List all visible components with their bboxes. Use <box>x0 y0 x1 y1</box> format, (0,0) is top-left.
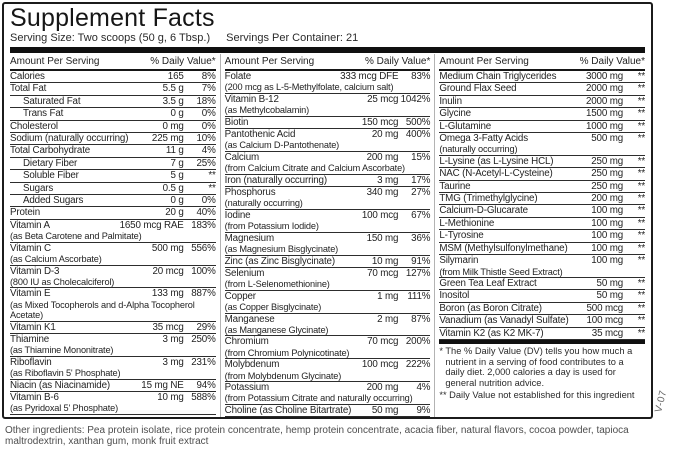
nutrient-name: MSM (Methylsulfonylmethane) <box>439 242 568 254</box>
nutrient-row <box>10 322 216 334</box>
nutrient-daily-value: ** <box>637 180 646 192</box>
nutrient-daily-value: ** <box>637 290 646 302</box>
nutrient-source: (800 IU as Cholecalciferol) <box>10 276 115 287</box>
nutrient-row <box>225 152 431 175</box>
nutrient-name: Vitamin D-3 <box>10 265 60 277</box>
nutrient-amount: 100 mcg <box>361 359 399 371</box>
nutrient-rows <box>439 71 645 340</box>
nutrient-daily-value: 87% <box>411 313 431 325</box>
nutrient-row <box>439 303 645 315</box>
nutrient-daily-value: ** <box>637 155 646 167</box>
nutrient-row <box>10 334 216 357</box>
supplement-facts-panel <box>2 2 653 419</box>
nutrient-row <box>10 380 216 392</box>
nutrient-amount: 7 g <box>170 157 184 169</box>
nutrient-daily-value: ** <box>637 133 646 145</box>
nutrient-row <box>10 158 216 170</box>
nutrient-name: Folate <box>224 71 252 82</box>
nutrient-daily-value: 231% <box>191 356 216 368</box>
nutrient-name: Sugars <box>23 182 54 194</box>
nutrient-daily-value: ** <box>637 83 646 95</box>
nutrient-amount: 25 mcg <box>367 93 399 105</box>
nutrient-name: TMG (Trimethylglycine) <box>439 193 538 205</box>
nutrient-name: Vitamin C <box>10 242 51 254</box>
nutrient-amount: 150 mg <box>366 232 399 244</box>
nutrient-row <box>10 170 216 182</box>
nutrient-daily-value: 36% <box>411 232 431 244</box>
nutrient-row <box>10 96 216 108</box>
nutrient-row <box>225 405 431 417</box>
footnote-divider-bar <box>439 340 645 344</box>
nutrient-row <box>10 357 216 380</box>
nutrient-row <box>225 336 431 359</box>
nutrient-amount: 250 mg <box>591 168 624 180</box>
nutrient-daily-value: 83% <box>411 71 431 82</box>
nutrient-source: (as Beta Carotene and Palmitate) <box>10 231 142 242</box>
nutrient-amount: 3 mg <box>377 174 399 186</box>
nutrient-name: Vitamin A <box>10 219 50 231</box>
nutrient-name: Saturated Fat <box>23 95 81 107</box>
nutrient-row <box>225 268 431 291</box>
nutrient-row <box>225 233 431 256</box>
nutrient-source: (as Manganese Glycinate) <box>224 324 329 335</box>
nutrient-row <box>439 181 645 193</box>
amount-per-serving-header: Amount Per Serving <box>439 56 529 67</box>
panel-title: Supplement Facts <box>10 4 215 32</box>
nutrient-row <box>439 71 645 83</box>
nutrient-amount: 35 mcg <box>152 321 184 333</box>
amount-per-serving-header: Amount Per Serving <box>224 56 315 67</box>
nutrient-row <box>10 243 216 266</box>
nutrient-daily-value: 18% <box>196 95 216 107</box>
nutrient-row <box>10 145 216 157</box>
nutrient-name: Phosphorus <box>224 187 276 199</box>
nutrient-daily-value: ** <box>637 217 646 229</box>
nutrient-amount: 100 mcg <box>586 315 624 327</box>
nutrient-name: Choline (as Choline Bitartrate) <box>224 404 352 416</box>
nutrient-name: L-Methionine <box>439 217 495 229</box>
nutrient-row <box>225 117 431 129</box>
nutrient-column-2 <box>220 54 435 418</box>
nutrient-row <box>439 193 645 205</box>
nutrient-daily-value: 111% <box>407 290 431 302</box>
nutrient-daily-value: 0% <box>201 120 216 132</box>
nutrient-daily-value: ** <box>637 71 646 82</box>
nutrient-source: (as Copper Bisglycinate) <box>224 302 322 313</box>
nutrient-column-3 <box>434 54 645 418</box>
nutrient-amount: 1500 mg <box>585 108 624 120</box>
nutrient-name: Zinc (as Zinc Bisglycinate) <box>224 255 335 267</box>
nutrient-source: (from Milk Thistle Seed Extract) <box>439 266 563 277</box>
column-header <box>10 54 216 71</box>
column-header <box>225 54 431 71</box>
nutrient-row <box>439 108 645 120</box>
nutrient-name: Vitamin B-12 <box>224 93 279 105</box>
nutrient-daily-value: ** <box>637 277 646 289</box>
nutrient-row <box>10 83 216 95</box>
nutrient-daily-value: 25% <box>196 157 216 169</box>
nutrient-amount: 70 mcg <box>367 267 399 279</box>
nutrient-source: (from Potassium Citrate and naturally occurring) <box>224 393 413 404</box>
nutrient-name: Calcium <box>224 151 260 163</box>
nutrient-name: Magnesium <box>224 232 274 244</box>
nutrient-source: (from Calcium Citrate and Calcium Ascorbate) <box>224 163 405 174</box>
nutrient-daily-value: ** <box>637 120 646 132</box>
nutrient-name: Dietary Fiber <box>23 157 78 169</box>
nutrient-name: Cholesterol <box>10 120 58 132</box>
nutrient-amount: 100 mg <box>591 230 624 242</box>
nutrient-row <box>439 133 645 156</box>
nutrient-name: Boron (as Boron Citrate) <box>439 302 542 314</box>
nutrient-daily-value: 15% <box>411 151 431 163</box>
nutrient-name: Inositol <box>439 290 470 302</box>
nutrient-row <box>439 121 645 133</box>
nutrient-amount: 100 mg <box>591 242 624 254</box>
nutrient-amount: 250 mg <box>591 180 624 192</box>
nutrient-rows <box>10 71 216 415</box>
nutrient-name: Glycine <box>439 108 471 120</box>
nutrient-amount: 200 mg <box>366 381 399 393</box>
nutrient-name: Thiamine <box>10 333 50 345</box>
nutrient-amount: 50 mg <box>371 404 399 416</box>
nutrient-source: (as Methylcobalamin) <box>224 105 309 116</box>
nutrient-daily-value: ** <box>637 315 646 327</box>
nutrient-source: (as Magnesium Bisglycinate) <box>224 244 339 255</box>
nutrient-name: Selenium <box>224 267 265 279</box>
nutrient-name: Calcium-D-Glucarate <box>439 205 528 217</box>
nutrient-daily-value: 400% <box>405 129 431 141</box>
nutrient-name: Manganese <box>224 313 275 325</box>
nutrient-daily-value: 27% <box>411 187 431 199</box>
nutrient-name: Calories <box>10 71 45 82</box>
nutrient-daily-value: 887% <box>191 288 216 300</box>
daily-value-header: % Daily Value* <box>364 56 431 67</box>
nutrient-row <box>10 288 216 321</box>
nutrient-row <box>439 168 645 180</box>
nutrient-amount: 10 mg <box>157 391 184 403</box>
nutrient-name: Chromium <box>224 336 269 348</box>
nutrient-daily-value: 9% <box>416 404 431 416</box>
nutrient-row <box>10 133 216 145</box>
nutrient-daily-value: 67% <box>411 209 431 221</box>
nutrient-row <box>439 290 645 302</box>
nutrient-row <box>225 359 431 382</box>
nutrient-row <box>225 256 431 268</box>
nutrient-source: (as Riboflavin 5' Phosphate) <box>10 368 121 379</box>
nutrient-row <box>225 71 431 94</box>
nutrient-amount: 1650 mcg RAE <box>119 219 184 231</box>
nutrient-row <box>439 83 645 95</box>
nutrient-amount: 1 mg <box>377 290 399 302</box>
column-header <box>439 54 645 71</box>
nutrient-name: Biotin <box>224 116 249 128</box>
nutrient-daily-value: 4% <box>416 381 431 393</box>
nutrient-amount: 225 mg <box>151 133 184 145</box>
nutrient-amount: 3 mg <box>162 356 184 368</box>
daily-value-header: % Daily Value* <box>150 56 216 67</box>
nutrient-amount: 20 mg <box>371 129 399 141</box>
nutrient-name: Sodium (naturally occurring) <box>10 133 129 145</box>
nutrient-row <box>225 129 431 152</box>
nutrient-daily-value: 4% <box>201 145 216 157</box>
nutrient-row <box>439 156 645 168</box>
nutrient-amount: 70 mcg <box>367 336 399 348</box>
nutrient-row <box>439 243 645 255</box>
nutrient-name: Vitamin B-6 <box>10 391 59 403</box>
nutrient-name: NAC (N-Acetyl-L-Cysteine) <box>439 168 553 180</box>
nutrient-amount: 3000 mg <box>585 71 624 82</box>
nutrient-row <box>10 266 216 289</box>
nutrient-daily-value: 183% <box>191 219 216 231</box>
nutrient-daily-value: 10% <box>196 133 216 145</box>
nutrient-row <box>225 210 431 233</box>
nutrient-amount: 0.5 g <box>162 182 184 194</box>
nutrient-name: Niacin (as Niacinamide) <box>10 379 110 391</box>
nutrient-daily-value: ** <box>637 95 646 107</box>
nutrient-name: Green Tea Leaf Extract <box>439 277 537 289</box>
nutrient-amount: 3.5 g <box>162 95 184 107</box>
nutrient-amount: 200 mg <box>591 193 624 205</box>
nutrient-daily-value: 200% <box>405 336 431 348</box>
nutrient-source: (from Potassium Iodide) <box>224 221 319 232</box>
nutrient-daily-value: 17% <box>411 174 431 186</box>
nutrient-amount: 2000 mg <box>585 83 624 95</box>
footnotes <box>439 346 645 403</box>
label-version-code: V-07 <box>653 389 670 414</box>
nutrient-name: Protein <box>10 207 40 219</box>
nutrient-amount: 10 mg <box>371 255 399 267</box>
nutrient-daily-value: ** <box>637 255 646 267</box>
nutrient-daily-value: 127% <box>405 267 431 279</box>
nutrient-amount: 340 mg <box>366 187 399 199</box>
nutrient-daily-value: 91% <box>411 255 431 267</box>
nutrient-daily-value: ** <box>208 182 216 194</box>
header-divider-bar <box>10 47 645 53</box>
nutrient-name: L-Glutamine <box>439 120 492 132</box>
nutrient-amount: 5 g <box>170 170 184 182</box>
nutrient-name: Omega 3-Fatty Acids <box>439 133 528 145</box>
nutrient-amount: 20 mcg <box>152 265 184 277</box>
nutrient-amount: 15 mg NE <box>141 379 184 391</box>
nutrient-name: Total Fat <box>10 83 47 95</box>
nutrient-row <box>439 278 645 290</box>
nutrient-column-1 <box>10 54 220 418</box>
nutrient-daily-value: ** <box>637 242 646 254</box>
nutrient-row <box>10 121 216 133</box>
nutrient-name: Iodine <box>224 209 251 221</box>
nutrient-daily-value: ** <box>637 205 646 217</box>
nutrient-daily-value: 29% <box>196 321 216 333</box>
nutrient-row <box>439 96 645 108</box>
nutrient-columns <box>10 54 645 418</box>
nutrient-daily-value: 250% <box>191 333 216 345</box>
nutrient-daily-value: ** <box>637 230 646 242</box>
nutrient-name: Vitamin E <box>10 288 51 300</box>
nutrient-source: (as Mixed Tocopherols and d-Alpha Tocopherol Acetate) <box>10 299 195 321</box>
nutrient-source: (as Calcium D-Pantothenate) <box>224 140 340 151</box>
nutrient-amount: 2 mg <box>377 313 399 325</box>
nutrient-name: Total Carbohydrate <box>10 145 91 157</box>
nutrient-row <box>225 175 431 187</box>
nutrient-daily-value: 100% <box>191 265 216 277</box>
other-ingredients-text: Other ingredients: Pea protein isolate, rice protein concentrate, hemp protein concentrate, acacia fiber, natural flavors, cocoa powder, tapioca maltrodextrin, xanthan gum, monk fruit extract <box>5 425 629 447</box>
nutrient-amount: 35 mcg <box>591 327 624 339</box>
nutrient-daily-value: 556% <box>191 242 216 254</box>
nutrient-name: Soluble Fiber <box>23 170 79 182</box>
nutrient-name: L-Tyrosine <box>439 230 484 242</box>
nutrient-name: L-Lysine (as L-Lysine HCL) <box>439 155 554 167</box>
nutrient-row <box>225 94 431 117</box>
nutrient-source: (as Calcium Ascorbate) <box>10 254 102 265</box>
nutrient-name: Vitamin K1 <box>10 321 56 333</box>
nutrient-amount: 133 mg <box>151 288 184 300</box>
nutrient-row <box>439 328 645 340</box>
nutrient-source: (from Molybdenum Glycinate) <box>224 370 342 381</box>
column-end-bar <box>225 417 431 418</box>
nutrient-daily-value: 7% <box>201 83 216 95</box>
nutrient-name: Copper <box>224 290 256 302</box>
nutrient-amount: 500 mcg <box>586 302 624 314</box>
nutrient-daily-value: ** <box>637 168 646 180</box>
nutrient-amount: 100 mg <box>591 205 624 217</box>
nutrient-name: Added Sugars <box>23 195 84 207</box>
nutrient-daily-value: 1042% <box>400 93 431 105</box>
nutrient-daily-value: ** <box>637 302 646 314</box>
serving-info <box>10 32 645 45</box>
nutrient-row <box>10 108 216 120</box>
nutrient-daily-value: ** <box>637 108 646 120</box>
nutrient-name: Silymarin <box>439 255 479 267</box>
nutrient-source: (as Pyridoxal 5' Phosphate) <box>10 403 119 414</box>
nutrient-name: Taurine <box>439 180 471 192</box>
nutrient-amount: 200 mg <box>366 151 399 163</box>
nutrient-name: Inulin <box>439 95 462 107</box>
nutrient-amount: 11 g <box>165 145 184 157</box>
nutrient-daily-value: 94% <box>196 379 216 391</box>
nutrient-amount: 3 mg <box>162 333 184 345</box>
nutrient-name: Medium Chain Triglycerides <box>439 71 557 82</box>
nutrient-amount: 5.5 g <box>162 83 184 95</box>
nutrient-amount: 50 mg <box>596 277 624 289</box>
nutrient-amount: 1000 mg <box>585 120 624 132</box>
nutrient-row <box>10 195 216 207</box>
nutrient-row <box>225 291 431 314</box>
nutrient-source: (200 mcg as L-5-Methylfolate, calcium salt) <box>224 82 394 93</box>
nutrient-amount: 500 mg <box>591 133 624 145</box>
nutrient-name: Molybdenum <box>224 359 280 371</box>
nutrient-amount: 100 mcg <box>361 209 399 221</box>
nutrient-name: Vitamin K2 (as K2 MK-7) <box>439 327 544 339</box>
not-established-footnote: ** Daily Value not established for this ingredient <box>439 390 635 401</box>
nutrient-source: (as Thiamine Mononitrate) <box>10 345 114 356</box>
nutrient-daily-value: 588% <box>191 391 216 403</box>
nutrient-amount: 0 g <box>170 195 184 207</box>
nutrient-amount: 0 mg <box>162 120 184 132</box>
nutrient-row <box>439 205 645 217</box>
nutrient-name: Potassium <box>224 381 270 393</box>
nutrient-row <box>10 392 216 415</box>
nutrient-daily-value: 40% <box>196 207 216 219</box>
nutrient-amount: 20 g <box>165 207 184 219</box>
nutrient-daily-value: ** <box>637 327 646 339</box>
nutrient-amount: 500 mg <box>151 242 184 254</box>
nutrient-amount: 50 mg <box>596 290 624 302</box>
nutrient-name: Pantothenic Acid <box>224 129 296 141</box>
nutrient-amount: 2000 mg <box>585 95 624 107</box>
nutrient-rows <box>225 71 431 417</box>
nutrient-amount: 100 mg <box>591 255 624 267</box>
nutrient-amount: 165 <box>167 71 184 82</box>
amount-per-serving-header: Amount Per Serving <box>10 56 100 67</box>
nutrient-name: Iron (naturally occurring) <box>224 174 327 186</box>
nutrient-amount: 333 mcg DFE <box>340 71 399 82</box>
nutrient-source: (from Chromium Polynicotinate) <box>224 347 350 358</box>
servings-per-container: Servings Per Container: 21 <box>226 32 359 44</box>
nutrient-daily-value: 500% <box>405 116 431 128</box>
daily-value-header: % Daily Value* <box>579 56 646 67</box>
nutrient-source: (naturally occurring) <box>224 198 303 209</box>
nutrient-daily-value: ** <box>637 193 646 205</box>
nutrient-row <box>10 220 216 243</box>
nutrient-name: Vanadium (as Vanadyl Sulfate) <box>439 315 569 327</box>
nutrient-source: (from L-Selenomethionine) <box>224 279 330 290</box>
nutrient-row <box>225 314 431 337</box>
nutrient-name: Trans Fat <box>23 108 64 120</box>
nutrient-daily-value: 222% <box>405 359 431 371</box>
nutrient-row <box>10 183 216 195</box>
nutrient-row <box>439 255 645 278</box>
nutrient-row <box>10 71 216 83</box>
nutrient-amount: 250 mg <box>591 155 624 167</box>
nutrient-row <box>439 230 645 242</box>
nutrient-row <box>225 382 431 405</box>
nutrient-name: Ground Flax Seed <box>439 83 517 95</box>
serving-size: Serving Size: Two scoops (50 g, 6 Tbsp.) <box>10 32 211 44</box>
nutrient-daily-value: 0% <box>201 195 216 207</box>
nutrient-source: (naturally occurring) <box>439 144 518 155</box>
nutrient-row <box>10 207 216 219</box>
nutrient-daily-value: ** <box>208 170 216 182</box>
nutrient-row <box>439 315 645 327</box>
nutrient-row <box>439 218 645 230</box>
nutrient-amount: 0 g <box>170 108 184 120</box>
nutrient-amount: 150 mcg <box>361 116 399 128</box>
nutrient-amount: 100 mg <box>591 217 624 229</box>
nutrient-daily-value: 0% <box>201 108 216 120</box>
nutrient-daily-value: 8% <box>201 71 216 82</box>
nutrient-name: Riboflavin <box>10 356 52 368</box>
daily-value-footnote: * The % Daily Value (DV) tells you how much a nutrient in a serving of food contributes to a daily diet. 2,000 calories a day is used for general nutrition advice. <box>439 345 633 388</box>
nutrient-row <box>225 187 431 210</box>
